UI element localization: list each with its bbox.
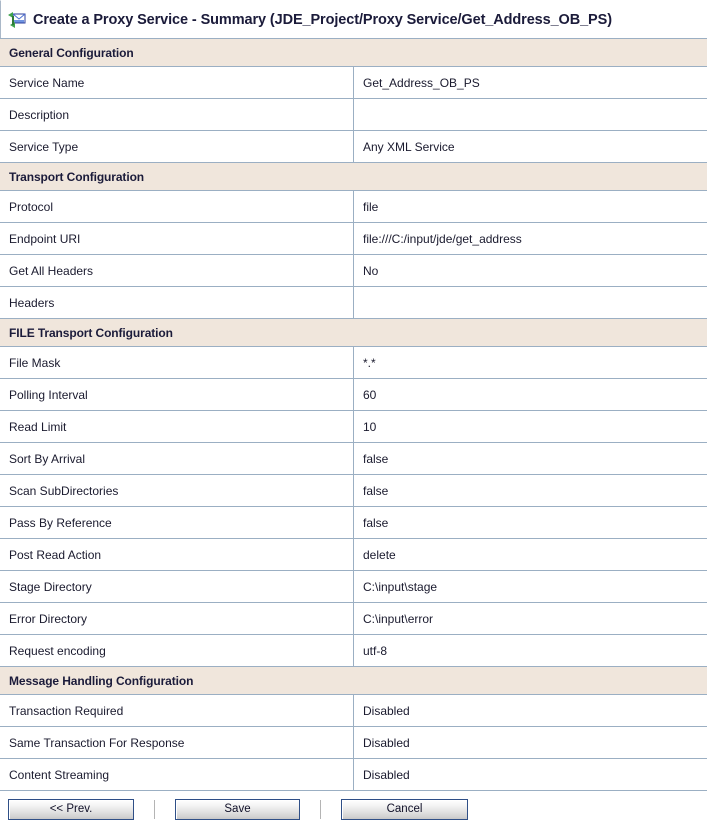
page-title: Create a Proxy Service - Summary (JDE_Project/Proxy Service/Get_Address_OB_PS): [33, 11, 612, 28]
row-value: C:\input\error: [354, 603, 708, 635]
button-separator-2: [320, 800, 321, 819]
table-row: [0, 759, 707, 791]
section-header-label: FILE Transport Configuration: [0, 319, 707, 347]
table-row: [0, 99, 707, 131]
row-label: Error Directory: [0, 603, 354, 635]
row-value: Disabled: [354, 727, 708, 759]
row-label: Protocol: [0, 191, 354, 223]
row-value: Disabled: [354, 695, 708, 727]
row-label: Pass By Reference: [0, 507, 354, 539]
section-header-row: [0, 319, 707, 347]
row-value: 60: [354, 379, 708, 411]
row-label: Read Limit: [0, 411, 354, 443]
table-row: [0, 379, 707, 411]
row-value: utf-8: [354, 635, 708, 667]
action-button-bar: [0, 791, 708, 822]
table-row: [0, 191, 707, 223]
row-value: [354, 99, 708, 131]
row-label: Content Streaming: [0, 759, 354, 791]
section-header-label: Transport Configuration: [0, 163, 707, 191]
row-label: File Mask: [0, 347, 354, 379]
table-row: [0, 287, 707, 319]
row-value: false: [354, 507, 708, 539]
section-header-row: [0, 39, 707, 67]
table-row: [0, 131, 707, 163]
row-label: Scan SubDirectories: [0, 475, 354, 507]
row-label: Service Type: [0, 131, 354, 163]
table-row: [0, 727, 707, 759]
table-row: [0, 507, 707, 539]
table-row: [0, 475, 707, 507]
table-row: [0, 539, 707, 571]
row-label: Headers: [0, 287, 354, 319]
prev-button[interactable]: << Prev.: [8, 799, 134, 820]
row-value: false: [354, 443, 708, 475]
table-row: [0, 347, 707, 379]
table-row: [0, 411, 707, 443]
table-row: [0, 635, 707, 667]
table-row: [0, 443, 707, 475]
section-header-row: [0, 667, 707, 695]
row-value: file:///C:/input/jde/get_address: [354, 223, 708, 255]
section-header-label: General Configuration: [0, 39, 707, 67]
row-label: Request encoding: [0, 635, 354, 667]
row-label: Get All Headers: [0, 255, 354, 287]
cancel-button[interactable]: Cancel: [341, 799, 468, 820]
row-label: Polling Interval: [0, 379, 354, 411]
row-value: delete: [354, 539, 708, 571]
section-header-row: [0, 163, 707, 191]
row-value: Disabled: [354, 759, 708, 791]
row-value: C:\input\stage: [354, 571, 708, 603]
row-value: 10: [354, 411, 708, 443]
row-value: Any XML Service: [354, 131, 708, 163]
row-value: false: [354, 475, 708, 507]
table-row: [0, 695, 707, 727]
row-label: Endpoint URI: [0, 223, 354, 255]
row-label: Stage Directory: [0, 571, 354, 603]
summary-table-body: [0, 39, 707, 791]
row-value: Get_Address_OB_PS: [354, 67, 708, 99]
table-row: [0, 67, 707, 99]
table-row: [0, 571, 707, 603]
row-label: Description: [0, 99, 354, 131]
row-label: Service Name: [0, 67, 354, 99]
row-value: *.*: [354, 347, 708, 379]
row-value: No: [354, 255, 708, 287]
table-row: [0, 603, 707, 635]
button-separator-1: [154, 800, 155, 819]
table-row: [0, 255, 707, 287]
window-title-bar: [0, 0, 708, 38]
row-value: [354, 287, 708, 319]
proxy-service-icon: [8, 11, 26, 29]
row-label: Sort By Arrival: [0, 443, 354, 475]
row-value: file: [354, 191, 708, 223]
row-label: Same Transaction For Response: [0, 727, 354, 759]
save-button[interactable]: Save: [175, 799, 300, 820]
row-label: Transaction Required: [0, 695, 354, 727]
table-row: [0, 223, 707, 255]
summary-table: [0, 38, 707, 791]
section-header-label: Message Handling Configuration: [0, 667, 707, 695]
row-label: Post Read Action: [0, 539, 354, 571]
